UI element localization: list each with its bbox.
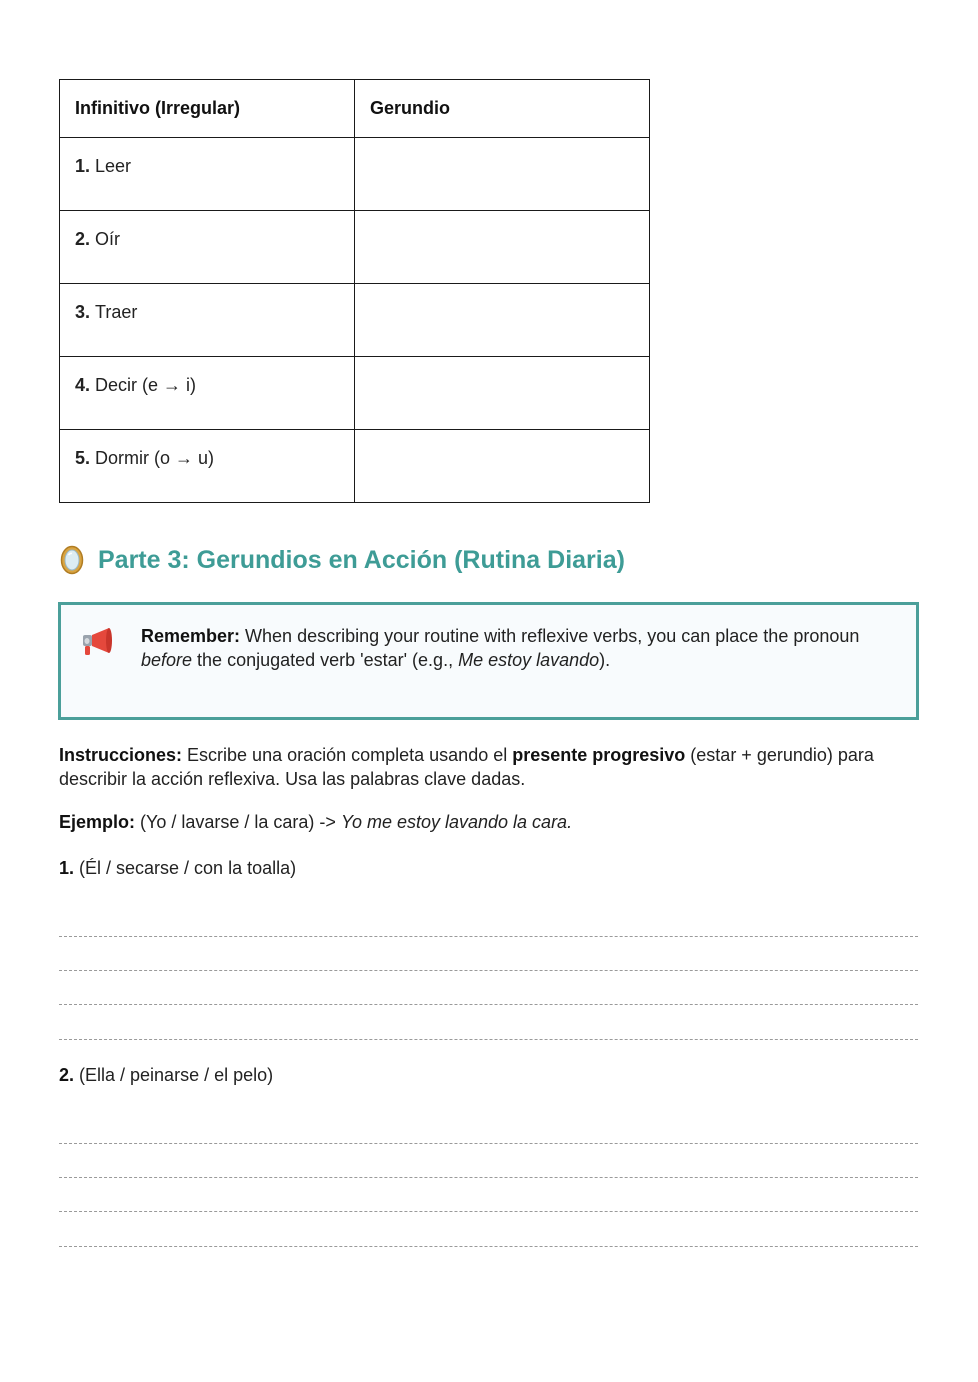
example-answer: Yo me estoy lavando la cara. [340, 812, 573, 832]
column-header-gerund: Gerundio [355, 80, 650, 138]
answer-line[interactable] [59, 936, 918, 937]
gerund-answer-cell[interactable] [355, 430, 650, 503]
remember-callout [58, 602, 919, 720]
remember-label: Remember: [141, 626, 241, 646]
remember-text-part: the conjugated verb 'estar' (e.g., [192, 650, 459, 670]
instructions-keyword: presente progresivo [512, 745, 686, 765]
question-number: 2. [59, 1065, 75, 1085]
example [59, 810, 572, 834]
example-prompt: (Yo / lavarse / la cara) -> [135, 812, 341, 832]
verb-label: Traer [95, 302, 138, 322]
answer-line[interactable] [59, 1211, 918, 1212]
question-2 [59, 1063, 273, 1087]
instructions-text: Escribe una oración completa usando el [182, 745, 513, 765]
item-number: 5. [75, 448, 91, 468]
infinitive-cell [60, 357, 355, 430]
remember-text [141, 624, 901, 672]
remember-text-part: When describing your routine with reflexive verbs, you can place the pronoun [240, 626, 860, 646]
question-number: 1. [59, 858, 75, 878]
column-header-infinitive: Infinitivo (Irregular) [60, 80, 355, 138]
answer-line[interactable] [59, 970, 918, 971]
verb-label: Decir (e → i) [95, 375, 197, 395]
answer-line[interactable] [59, 1177, 918, 1178]
gerund-answer-cell[interactable] [355, 357, 650, 430]
mirror-icon [60, 545, 84, 575]
example-label: Ejemplo: [59, 812, 136, 832]
table-row [60, 138, 650, 211]
item-number: 1. [75, 156, 91, 176]
table-row [60, 211, 650, 284]
table-row [60, 284, 650, 357]
verb-label: Oír [95, 229, 121, 249]
remember-text-part: ). [599, 650, 611, 670]
infinitive-cell [60, 284, 355, 357]
remember-emphasis: before [141, 650, 193, 670]
infinitive-cell [60, 430, 355, 503]
instructions-label: Instrucciones: [59, 745, 183, 765]
section-title: Parte 3: Gerundios en Acción (Rutina Diaria) [98, 545, 625, 574]
answer-line[interactable] [59, 1039, 918, 1040]
table-row [60, 357, 650, 430]
instructions-text: (estar + gerundio) para describir la acción reflexiva. Usa las palabras clave dadas. [59, 745, 874, 789]
section-heading [60, 545, 625, 575]
answer-line[interactable] [59, 1246, 918, 1247]
gerund-table [59, 79, 650, 503]
table-header-row [60, 80, 650, 138]
verb-label: Dormir (o → u) [95, 448, 215, 468]
item-number: 3. [75, 302, 91, 322]
gerund-answer-cell[interactable] [355, 138, 650, 211]
gerund-answer-cell[interactable] [355, 211, 650, 284]
item-number: 2. [75, 229, 91, 249]
answer-line[interactable] [59, 1004, 918, 1005]
infinitive-cell [60, 138, 355, 211]
item-number: 4. [75, 375, 91, 395]
megaphone-icon [79, 625, 119, 665]
question-prompt: (Ella / peinarse / el pelo) [74, 1065, 274, 1085]
instructions [59, 743, 919, 791]
question-prompt: (Él / secarse / con la toalla) [74, 858, 297, 878]
table-row [60, 430, 650, 503]
gerund-answer-cell[interactable] [355, 284, 650, 357]
answer-line[interactable] [59, 1143, 918, 1144]
infinitive-cell [60, 211, 355, 284]
remember-example: Me estoy lavando [458, 650, 600, 670]
verb-label: Leer [95, 156, 132, 176]
question-1 [59, 856, 296, 880]
